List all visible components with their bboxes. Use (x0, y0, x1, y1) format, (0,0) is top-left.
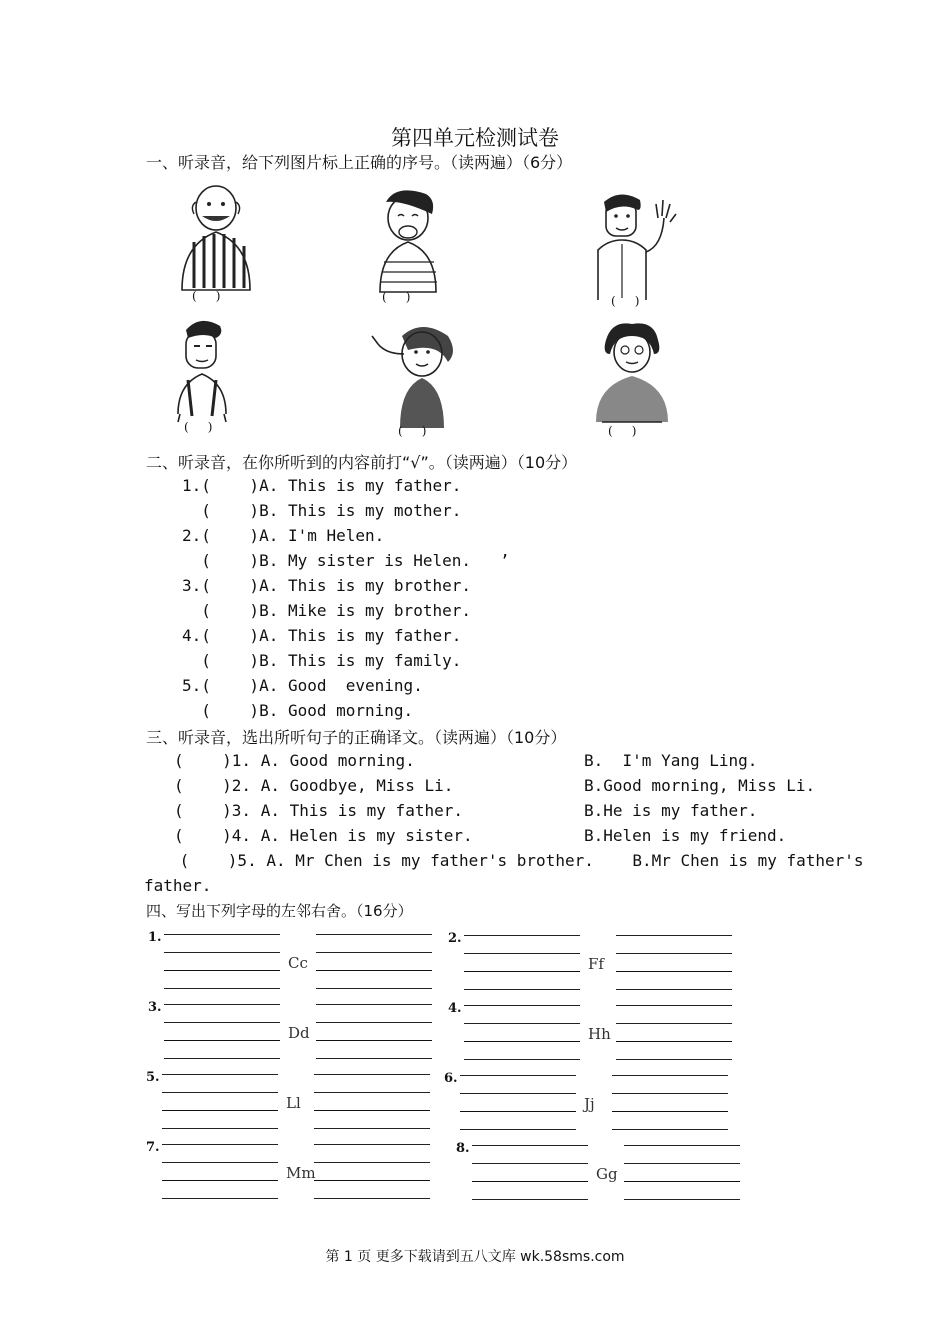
item-number: 7. (146, 1140, 160, 1155)
grandfather-illustration (172, 180, 262, 300)
letter-pair: Dd (288, 1024, 310, 1042)
s3-row-1-left: ( )1. A. Good morning. (174, 751, 415, 770)
right-neighbor-writing-line[interactable] (612, 1093, 728, 1094)
s2-line-6: ( )B. Mike is my brother. (182, 601, 471, 620)
s2-line-8: ( )B. This is my family. (182, 651, 462, 670)
young-man-illustration (168, 318, 258, 438)
left-neighbor-writing-line[interactable] (164, 988, 280, 989)
left-neighbor-writing-line[interactable] (472, 1199, 588, 1200)
right-neighbor-writing-line[interactable] (316, 970, 432, 971)
right-neighbor-writing-line[interactable] (316, 952, 432, 953)
s2-line-1: 1.( )A. This is my father. (182, 476, 462, 495)
left-neighbor-writing-line[interactable] (464, 989, 580, 990)
right-neighbor-writing-line[interactable] (616, 1005, 732, 1006)
right-neighbor-writing-line[interactable] (314, 1110, 430, 1111)
right-neighbor-writing-line[interactable] (616, 1041, 732, 1042)
right-neighbor-writing-line[interactable] (616, 1023, 732, 1024)
item-number: 5. (146, 1070, 160, 1085)
page-title: 第四单元检测试卷 (391, 126, 559, 150)
left-neighbor-writing-line[interactable] (464, 971, 580, 972)
girl-waving-illustration (370, 318, 460, 438)
right-neighbor-writing-line[interactable] (624, 1145, 740, 1146)
grandmother-illustration (588, 318, 678, 438)
s3-row-5-wrap: father. (144, 876, 212, 895)
s2-line-10: ( )B. Good morning. (182, 701, 414, 720)
s2-line-5: 3.( )A. This is my brother. (182, 576, 471, 595)
s3-row-2-right: B.Good morning, Miss Li. (584, 776, 816, 795)
right-neighbor-writing-line[interactable] (612, 1129, 728, 1130)
s2-line-4: ( )B. My sister is Helen. ’ (182, 551, 510, 570)
right-neighbor-writing-line[interactable] (316, 1058, 432, 1059)
left-neighbor-writing-line[interactable] (164, 1022, 280, 1023)
section3-heading: 三、听录音，选出所听句子的正确译文。（读两遍）（10分） (146, 728, 567, 747)
left-neighbor-writing-line[interactable] (460, 1093, 576, 1094)
left-neighbor-writing-line[interactable] (464, 953, 580, 954)
right-neighbor-writing-line[interactable] (624, 1199, 740, 1200)
left-neighbor-writing-line[interactable] (464, 1023, 580, 1024)
s2-line-7: 4.( )A. This is my father. (182, 626, 462, 645)
letter-pair: Jj (584, 1095, 595, 1113)
right-neighbor-writing-line[interactable] (616, 971, 732, 972)
right-neighbor-writing-line[interactable] (314, 1074, 430, 1075)
answer-blank-2[interactable]: ( ) (382, 290, 411, 304)
left-neighbor-writing-line[interactable] (162, 1198, 278, 1199)
left-neighbor-writing-line[interactable] (472, 1145, 588, 1146)
s3-row-3-left: ( )3. A. This is my father. (174, 801, 463, 820)
left-neighbor-writing-line[interactable] (162, 1128, 278, 1129)
section4-heading: 四、写出下列字母的左邻右舍。（16分） (146, 902, 413, 920)
left-neighbor-writing-line[interactable] (464, 1059, 580, 1060)
right-neighbor-writing-line[interactable] (316, 934, 432, 935)
s3-row-4-right: B.Helen is my friend. (584, 826, 787, 845)
left-neighbor-writing-line[interactable] (164, 1040, 280, 1041)
right-neighbor-writing-line[interactable] (314, 1092, 430, 1093)
s3-row-2-left: ( )2. A. Goodbye, Miss Li. (174, 776, 454, 795)
s2-line-2: ( )B. This is my mother. (182, 501, 462, 520)
right-neighbor-writing-line[interactable] (616, 989, 732, 990)
right-neighbor-writing-line[interactable] (314, 1128, 430, 1129)
answer-blank-3[interactable]: ( ) (611, 294, 640, 308)
section2-heading: 二、听录音，在你所听到的内容前打“√”。（读两遍）（10分） (146, 453, 578, 472)
item-number: 4. (448, 1001, 462, 1016)
s2-line-9: 5.( )A. Good evening. (182, 676, 423, 695)
right-neighbor-writing-line[interactable] (316, 1040, 432, 1041)
s3-row-3-right: B.He is my father. (584, 801, 758, 820)
right-neighbor-writing-line[interactable] (616, 1059, 732, 1060)
left-neighbor-writing-line[interactable] (162, 1092, 278, 1093)
right-neighbor-writing-line[interactable] (316, 1022, 432, 1023)
answer-blank-6[interactable]: ( ) (608, 424, 637, 438)
item-number: 2. (448, 931, 462, 946)
letter-pair: Cc (288, 954, 308, 972)
left-neighbor-writing-line[interactable] (162, 1110, 278, 1111)
s3-row-4-left: ( )4. A. Helen is my sister. (174, 826, 473, 845)
page-footer: 第 1 页 更多下载请到五八文库 wk.58sms.com (325, 1249, 625, 1265)
right-neighbor-writing-line[interactable] (314, 1162, 430, 1163)
left-neighbor-writing-line[interactable] (464, 1005, 580, 1006)
right-neighbor-writing-line[interactable] (316, 1004, 432, 1005)
right-neighbor-writing-line[interactable] (314, 1144, 430, 1145)
answer-blank-4[interactable]: ( ) (184, 420, 213, 434)
s3-row-1-right: B. I'm Yang Ling. (584, 751, 758, 770)
left-neighbor-writing-line[interactable] (162, 1144, 278, 1145)
answer-blank-5[interactable]: ( ) (398, 424, 427, 438)
item-number: 3. (148, 1000, 162, 1015)
left-neighbor-writing-line[interactable] (162, 1074, 278, 1075)
item-number: 8. (456, 1141, 470, 1156)
s3-row-5: ( )5. A. Mr Chen is my father's brother. B.Mr Chen is my father's (170, 851, 864, 870)
man-waving-illustration (590, 188, 680, 308)
s2-line-3: 2.( )A. I'm Helen. (182, 526, 385, 545)
boy-laughing-illustration (364, 182, 454, 302)
item-number: 6. (444, 1071, 458, 1086)
letter-pair: Ll (286, 1094, 301, 1112)
left-neighbor-writing-line[interactable] (460, 1129, 576, 1130)
right-neighbor-writing-line[interactable] (316, 988, 432, 989)
left-neighbor-writing-line[interactable] (164, 934, 280, 935)
letter-pair: Gg (596, 1165, 618, 1183)
left-neighbor-writing-line[interactable] (464, 935, 580, 936)
left-neighbor-writing-line[interactable] (460, 1075, 576, 1076)
left-neighbor-writing-line[interactable] (464, 1041, 580, 1042)
right-neighbor-writing-line[interactable] (314, 1198, 430, 1199)
left-neighbor-writing-line[interactable] (164, 1004, 280, 1005)
letter-pair: Ff (588, 955, 604, 973)
left-neighbor-writing-line[interactable] (164, 970, 280, 971)
right-neighbor-writing-line[interactable] (624, 1181, 740, 1182)
answer-blank-1[interactable]: ( ) (192, 289, 221, 303)
letter-pair: Mm (286, 1164, 316, 1182)
left-neighbor-writing-line[interactable] (162, 1180, 278, 1181)
letter-pair: Hh (588, 1025, 611, 1043)
right-neighbor-writing-line[interactable] (616, 953, 732, 954)
right-neighbor-writing-line[interactable] (624, 1163, 740, 1164)
right-neighbor-writing-line[interactable] (616, 935, 732, 936)
right-neighbor-writing-line[interactable] (612, 1111, 728, 1112)
section1-heading: 一、听录音，给下列图片标上正确的序号。（读两遍）（6分） (146, 153, 573, 172)
left-neighbor-writing-line[interactable] (164, 1058, 280, 1059)
left-neighbor-writing-line[interactable] (164, 952, 280, 953)
right-neighbor-writing-line[interactable] (612, 1075, 728, 1076)
left-neighbor-writing-line[interactable] (460, 1111, 576, 1112)
item-number: 1. (148, 930, 162, 945)
right-neighbor-writing-line[interactable] (314, 1180, 430, 1181)
left-neighbor-writing-line[interactable] (162, 1162, 278, 1163)
left-neighbor-writing-line[interactable] (472, 1163, 588, 1164)
left-neighbor-writing-line[interactable] (472, 1181, 588, 1182)
